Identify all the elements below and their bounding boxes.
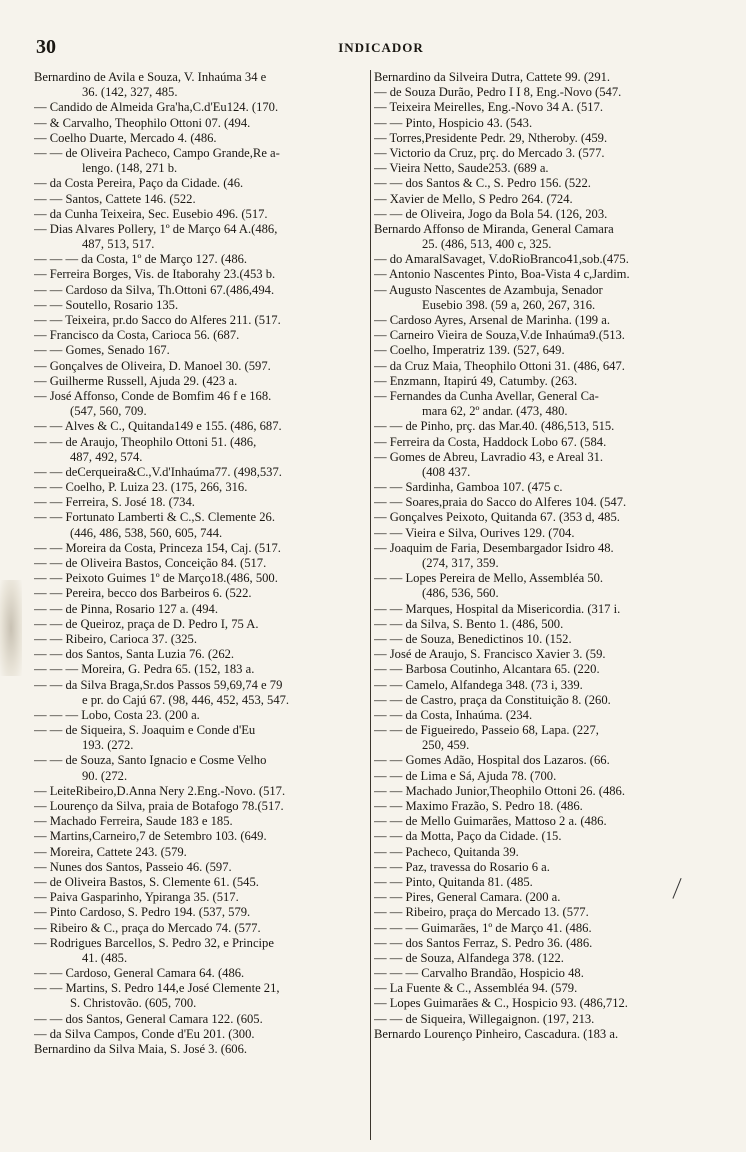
- directory-entry-line: 487, 513, 517.: [82, 237, 155, 252]
- directory-entry-line: — & Carvalho, Theophilo Ottoni 07. (494.: [34, 115, 251, 130]
- directory-entry-line: — — de Siqueira, Willegaignon. (197, 213.: [374, 1011, 595, 1026]
- directory-entry-line: — — Ferreira, S. José 18. (734.: [34, 495, 195, 510]
- directory-entry-line: — — Pinto, Quitanda 81. (485.: [374, 874, 533, 889]
- directory-entry-line: Bernardino da Silveira Dutra, Cattete 99. (291.: [374, 70, 611, 84]
- directory-entry-line: — Ferreira Borges, Vis. de Itaborahy 23.(453 b.: [34, 267, 276, 282]
- directory-entry-line: — — de Oliveira, Jogo da Bola 54. (126, 203.: [374, 206, 608, 221]
- directory-entry-line: — Candido de Almeida Gra'ha,C.d'Eu124. (170.: [34, 100, 279, 115]
- directory-entry-line: Bernardino da Silva Maia, S. José 3. (606.: [34, 1042, 248, 1056]
- directory-entry-line: (486, 536, 560.: [422, 586, 499, 601]
- directory-entry-line: — — da Silva Braga,Sr.dos Passos 59,69,74 e 79: [34, 677, 283, 692]
- directory-entry-line: — — de Pinho, prç. das Mar.40. (486,513, 515.: [374, 419, 615, 434]
- directory-entry-line: Eusebio 398. (59 a, 260, 267, 316.: [422, 297, 596, 312]
- directory-entry-line: — Moreira, Cattete 243. (579.: [34, 844, 187, 859]
- directory-entry-line: — — Cardoso, General Camara 64. (486.: [34, 966, 245, 981]
- directory-entry-line: — Torres,Presidente Pedr. 29, Ntheroby. (459.: [374, 130, 608, 145]
- directory-entry-line: — Gonçalves Peixoto, Quitanda 67. (353 d, 485.: [374, 510, 620, 525]
- directory-entry-line: 41. (485.: [82, 950, 128, 965]
- directory-entry-line: — Martins,Carneiro,7 de Setembro 103. (649.: [34, 829, 267, 844]
- directory-entry-line: — — da Silva, S. Bento 1. (486, 500.: [374, 616, 564, 631]
- directory-entry-line: — Lopes Guimarães & C., Hospicio 93. (486,712.: [374, 996, 628, 1011]
- directory-entry-line: — — Camelo, Alfandega 348. (73 i, 339.: [374, 677, 583, 692]
- directory-entry-line: — Antonio Nascentes Pinto, Boa-Vista 4 c,Jardim.: [374, 267, 630, 282]
- directory-entry-line: — — dos Santos & C., S. Pedro 156. (522.: [374, 176, 591, 191]
- directory-entry-line: — Vieira Netto, Saude253. (689 a.: [374, 161, 549, 176]
- directory-entry-line: — José de Araujo, S. Francisco Xavier 3. (59.: [374, 647, 606, 662]
- directory-entry-line: — Enzmann, Itapirú 49, Catumby. (263.: [374, 373, 578, 388]
- directory-entry-line: — Rodrigues Barcellos, S. Pedro 32, e Principe: [34, 935, 274, 950]
- directory-entry-line: Bernardino de Avila e Souza, V. Inhaúma 34 e: [34, 70, 267, 84]
- directory-entry-line: — Xavier de Mello, S Pedro 264. (724.: [374, 191, 573, 206]
- directory-entry-line: — — Ribeiro, praça do Mercado 13. (577.: [374, 905, 589, 920]
- directory-entry-line: — — Ribeiro, Carioca 37. (325.: [34, 631, 197, 646]
- directory-entry-line: — — Sardinha, Gamboa 107. (475 c.: [374, 480, 563, 495]
- directory-entry-line: — La Fuente & C., Assembléa 94. (579.: [374, 981, 578, 996]
- column-divider: [370, 70, 371, 1140]
- directory-entry-line: — — de Araujo, Theophilo Ottoni 51. (486,: [34, 434, 257, 449]
- directory-entry-line: — da Silva Campos, Conde d'Eu 201. (300.: [34, 1026, 255, 1041]
- directory-entry-line: — — Marques, Hospital da Misericordia. (317 i.: [374, 601, 621, 616]
- directory-entry-line: — — de Queiroz, praça de D. Pedro I, 75 A.: [34, 616, 259, 631]
- directory-entry-line: — — dos Santos, General Camara 122. (605.: [34, 1011, 263, 1026]
- directory-entry-line: — — deCerqueira&C.,V.d'Inhaúma77. (498,537.: [34, 464, 282, 479]
- directory-entry-line: Bernardo Affonso de Miranda, General Camara: [374, 221, 614, 236]
- directory-entry-line: (547, 560, 709.: [70, 404, 147, 419]
- directory-entry-line: S. Christovão. (605, 700.: [70, 996, 197, 1011]
- directory-entry-line: — — Lopes Pereira de Mello, Assembléa 50.: [374, 571, 604, 586]
- directory-entry-line: Bernardo Lourenço Pinheiro, Cascadura. (183 a.: [374, 1026, 619, 1041]
- directory-entry-line: — — Moreira da Costa, Princeza 154, Caj. (517.: [34, 540, 281, 555]
- directory-entry-line: — Ferreira da Costa, Haddock Lobo 67. (584.: [374, 434, 607, 449]
- directory-entry-line: — — — Moreira, G. Pedra 65. (152, 183 a.: [34, 662, 255, 677]
- directory-entry-line: — — da Costa, Inhaúma. (234.: [374, 707, 533, 722]
- directory-entry-line: — Nunes dos Santos, Passeio 46. (597.: [34, 859, 232, 874]
- directory-entry-line: — — Machado Junior,Theophilo Ottoni 26. (486.: [374, 783, 625, 798]
- directory-entry-line: — Teixeira Meirelles, Eng.-Novo 34 A. (517.: [374, 100, 604, 115]
- running-title: INDICADOR: [338, 40, 424, 55]
- directory-entry-line: — Guilherme Russell, Ajuda 29. (423 a.: [34, 373, 238, 388]
- directory-entry-line: — de Oliveira Bastos, S. Clemente 61. (545.: [34, 874, 259, 889]
- directory-entry-line: — do AmaralSavaget, V.doRioBranco41,sob.(475.: [374, 252, 629, 267]
- directory-entry-line: — — — Guimarães, 1º de Março 41. (486.: [374, 920, 592, 935]
- directory-entry-line: — da Cruz Maia, Theophilo Ottoni 31. (486, 647.: [374, 358, 625, 373]
- directory-entry-line: — Lourenço da Silva, praia de Botafogo 78.(517.: [34, 799, 284, 813]
- directory-entry-line: — — de Mello Guimarães, Mattoso 2 a. (486.: [374, 814, 607, 829]
- directory-entry-line: — Francisco da Costa, Carioca 56. (687.: [34, 328, 240, 343]
- directory-entry-line: — — de Figueiredo, Passeio 68, Lapa. (227,: [374, 723, 599, 738]
- directory-entry-line: — da Costa Pereira, Paço da Cidade. (46.: [34, 176, 244, 191]
- directory-entry-line: — — Cardoso da Silva, Th.Ottoni 67.(486,494.: [34, 282, 275, 297]
- directory-entry-line: — Paiva Gasparinho, Ypiranga 35. (517.: [34, 890, 239, 905]
- directory-entry-line: — Machado Ferreira, Saude 183 e 185.: [34, 814, 233, 829]
- directory-entry-line: 250, 459.: [422, 738, 470, 753]
- directory-entry-line: — Pinto Cardoso, S. Pedro 194. (537, 579.: [34, 905, 251, 920]
- left-column: [34, 70, 368, 1150]
- paper-stain: [0, 580, 22, 676]
- directory-entry-line: — Gonçalves de Oliveira, D. Manoel 30. (597.: [34, 358, 271, 373]
- directory-entry-line: — — Pereira, becco dos Barbeiros 6. (522.: [34, 586, 252, 601]
- directory-entry-line: — — Alves & C., Quitanda149 e 155. (486, 687.: [34, 419, 282, 434]
- directory-entry-line: — Joaquim de Faria, Desembargador Isidro 48.: [374, 540, 614, 555]
- directory-entry-line: 193. (272.: [82, 738, 134, 753]
- directory-entry-line: — Cardoso Ayres, Arsenal de Marinha. (199 a.: [374, 313, 610, 327]
- page-header: [36, 36, 726, 62]
- directory-entry-line: — — — da Costa, 1º de Março 127. (486.: [34, 252, 248, 267]
- directory-entry-line: — — de Siqueira, S. Joaquim e Conde d'Eu: [34, 723, 256, 738]
- directory-entry-line: — — Peixoto Guimes 1º de Março18.(486, 500.: [34, 571, 278, 586]
- directory-entry-line: 36. (142, 327, 485.: [82, 85, 178, 100]
- directory-entry-line: — — Vieira e Silva, Ourives 129. (704.: [374, 525, 575, 540]
- directory-entry-line: — Fernandes da Cunha Avellar, General Ca-: [374, 388, 599, 403]
- directory-entry-line: 90. (272.: [82, 768, 128, 783]
- directory-entry-line: (408 437.: [422, 464, 471, 479]
- directory-entry-line: — — Martins, S. Pedro 144,e José Clemente 21,: [34, 981, 280, 996]
- directory-entry-line: — Carneiro Vieira de Souza,V.de Inhaúma9.(513.: [374, 328, 625, 343]
- right-column: [374, 70, 734, 1150]
- directory-entry-line: — — de Souza, Benedictinos 10. (152.: [374, 631, 572, 646]
- directory-entry-line: — — dos Santos, Santa Luzia 76. (262.: [34, 647, 235, 662]
- directory-entry-line: (274, 317, 359.: [422, 556, 499, 570]
- directory-entry-line: — — dos Santos Ferraz, S. Pedro 36. (486.: [374, 935, 593, 950]
- directory-entry-line: — — Gomes Adão, Hospital dos Lazaros. (66.: [374, 753, 610, 768]
- directory-entry-line: — — Teixeira, pr.do Sacco do Alferes 211. (517.: [34, 313, 281, 327]
- directory-entry-line: — — de Oliveira Pacheco, Campo Grande,Re a-: [34, 145, 280, 160]
- directory-entry-line: — — Soares,praia do Sacco do Alferes 104. (547.: [374, 495, 627, 510]
- directory-entry-line: — Coelho Duarte, Mercado 4. (486.: [34, 130, 217, 145]
- directory-entry-line: lengo. (148, 271 b.: [82, 161, 178, 176]
- directory-entry-line: — — Santos, Cattete 146. (522.: [34, 191, 196, 206]
- directory-entry-line: — Gomes de Abreu, Lavradio 43, e Areal 31.: [374, 449, 604, 464]
- directory-entry-line: 25. (486, 513, 400 c, 325.: [422, 237, 552, 252]
- directory-entry-line: — — Maximo Frazão, S. Pedro 18. (486.: [374, 799, 583, 813]
- directory-entry-line: — — de Oliveira Bastos, Conceição 84. (517.: [34, 556, 267, 570]
- directory-entry-line: — Dias Alvares Pollery, 1º de Março 64 A.(486,: [34, 221, 278, 236]
- directory-entry-line: — — de Lima e Sá, Ajuda 78. (700.: [374, 768, 557, 783]
- page-number: 30: [36, 36, 56, 58]
- directory-entry-line: — — Gomes, Senado 167.: [34, 343, 170, 358]
- directory-entry-line: — — — Carvalho Brandão, Hospicio 48.: [374, 966, 584, 981]
- directory-entry-line: — de Souza Durão, Pedro I I 8, Eng.-Novo (547.: [374, 85, 622, 100]
- directory-entry-line: — Ribeiro & C., praça do Mercado 74. (577.: [34, 920, 261, 935]
- directory-entry-line: (446, 486, 538, 560, 605, 744.: [70, 525, 223, 540]
- directory-entry-line: — — de Souza, Alfandega 378. (122.: [374, 950, 564, 965]
- directory-entry-line: — — Pacheco, Quitanda 39.: [374, 844, 519, 859]
- directory-entry-line: — da Cunha Teixeira, Sec. Eusebio 496. (517.: [34, 206, 268, 221]
- directory-entry-line: — José Affonso, Conde de Bomfim 46 f e 168.: [34, 388, 272, 403]
- directory-entry-line: — LeiteRibeiro,D.Anna Nery 2.Eng.-Novo. (517.: [34, 783, 286, 798]
- directory-entry-line: — — de Souza, Santo Ignacio e Cosme Velho: [34, 753, 267, 768]
- directory-entry-line: — — da Motta, Paço da Cidade. (15.: [374, 829, 562, 844]
- directory-entry-line: — — Barbosa Coutinho, Alcantara 65. (220.: [374, 662, 600, 677]
- directory-entry-line: — Augusto Nascentes de Azambuja, Senador: [374, 282, 603, 297]
- directory-entry-line: 487, 492, 574.: [70, 449, 143, 464]
- directory-entry-line: — — Paz, travessa do Rosario 6 a.: [374, 859, 550, 874]
- directory-entry-line: — Victorio da Cruz, prç. do Mercado 3. (577.: [374, 145, 605, 160]
- directory-entry-line: — — Fortunato Lamberti & C.,S. Clemente 26.: [34, 510, 276, 525]
- directory-entry-line: — — de Castro, praça da Constituição 8. (260.: [374, 692, 611, 707]
- directory-entry-line: — — de Pinna, Rosario 127 a. (494.: [34, 601, 218, 616]
- directory-entry-line: e pr. do Cajú 67. (98, 446, 452, 453, 547.: [82, 692, 290, 707]
- directory-entry-line: — — — Lobo, Costa 23. (200 a.: [34, 707, 200, 722]
- directory-entry-line: — Coelho, Imperatriz 139. (527, 649.: [374, 343, 565, 358]
- directory-entry-line: — — Coelho, P. Luiza 23. (175, 266, 316.: [34, 480, 248, 495]
- directory-entry-line: — — Pires, General Camara. (200 a.: [374, 890, 561, 905]
- directory-entry-line: — — Pinto, Hospicio 43. (543.: [374, 115, 533, 130]
- directory-entry-line: mara 62, 2º andar. (473, 480.: [422, 404, 568, 419]
- directory-entry-line: — — Soutello, Rosario 135.: [34, 297, 179, 312]
